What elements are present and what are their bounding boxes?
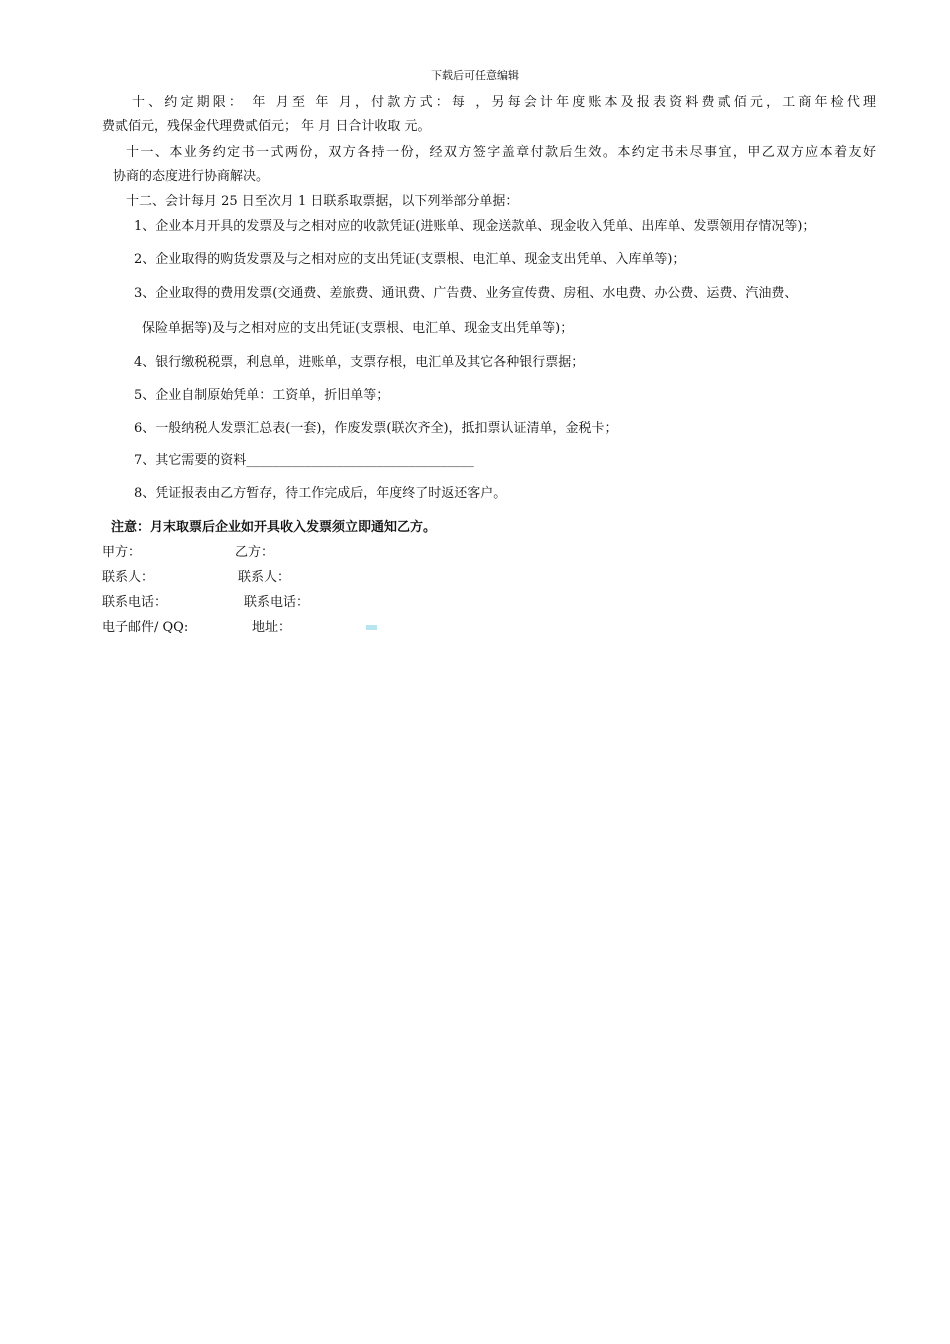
- list-item: 4、银行缴税税票，利息单，进账单，支票存根，电汇单及其它各种银行票据；: [134, 355, 585, 370]
- clause-11-line-1: 十一、本业务约定书一式两份，双方各持一份，经双方签字盖章付款后生效。本约定书未尽事宜，甲乙双方应本着友好: [126, 145, 876, 160]
- highlight-marker: [366, 625, 377, 630]
- party-b-label: 乙方：: [235, 545, 275, 560]
- clause-12-intro: 十二、会计每月 25 日至次月 1 日联系取票据，以下列举部分单据：: [126, 194, 519, 209]
- list-item: 2、企业取得的购货发票及与之相对应的支出凭证(支票根、电汇单、现金支出凭单、入库单等)；: [134, 252, 686, 267]
- email-a-label: 电子邮件/ QQ:: [102, 620, 189, 635]
- party-a-label: 甲方：: [102, 545, 142, 560]
- list-item: 1、企业本月开具的发票及与之相对应的收款凭证(进账单、现金送款单、现金收入凭单、出库单、发票领用存情况等)；: [134, 219, 816, 234]
- list-item: 7、其它需要的资料___________________________________: [134, 453, 474, 468]
- contact-b-label: 联系人：: [238, 570, 291, 585]
- notice-text: 注意：月末取票后企业如开具收入发票须立即通知乙方。: [111, 520, 437, 535]
- list-item: 3、企业取得的费用发票(交通费、差旅费、通讯费、广告费、业务宣传费、房租、水电费、办公费、运费、汽油费、: [134, 286, 798, 301]
- list-item: 6、一般纳税人发票汇总表(一套)，作废发票(联次齐全)，抵扣票认证清单，金税卡；: [134, 421, 618, 436]
- page-header: 下载后可任意编辑: [431, 69, 519, 82]
- clause-10-line-2: 费贰佰元，残保金代理费贰佰元； 年 月 日合计收取 元。: [102, 119, 431, 134]
- list-item: 保险单据等)及与之相对应的支出凭证(支票根、电汇单、现金支出凭单等)；: [142, 321, 574, 336]
- list-item: 5、企业自制原始凭单：工资单，折旧单等；: [134, 388, 390, 403]
- contact-a-label: 联系人：: [102, 570, 155, 585]
- clause-11-line-2: 协商的态度进行协商解决。: [113, 169, 270, 184]
- phone-a-label: 联系电话：: [102, 595, 168, 610]
- clause-10-line-1: 十、约定期限： 年 月至 年 月，付款方式：每 ，另每会计年度账本及报表资料费贰佰元，工商年检代理: [132, 95, 876, 110]
- list-item: 8、凭证报表由乙方暂存，待工作完成后，年度终了时返还客户。: [134, 486, 507, 501]
- address-b-label: 地址：: [252, 620, 292, 635]
- phone-b-label: 联系电话：: [244, 595, 310, 610]
